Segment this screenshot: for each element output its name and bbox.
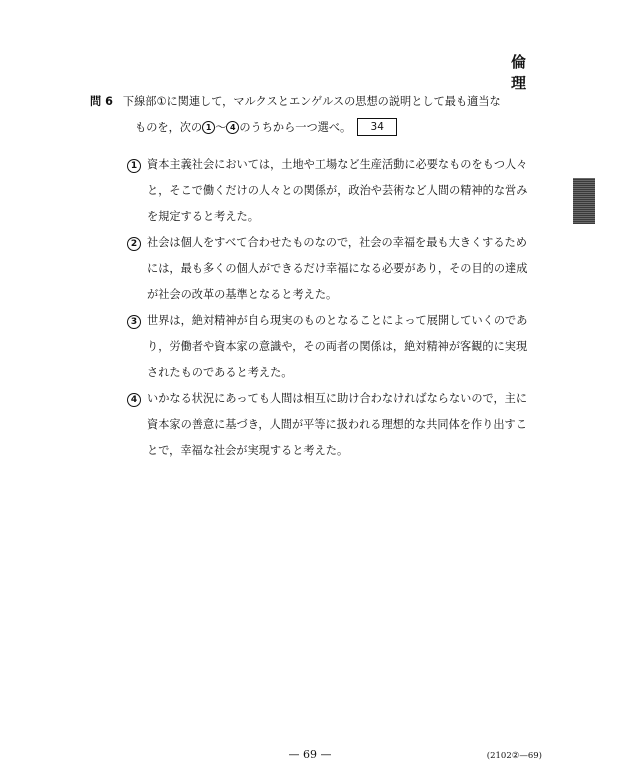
choice-3[interactable] — [127, 308, 537, 386]
question-number: 問 6 — [90, 95, 113, 108]
choice-number: 1 — [127, 159, 141, 173]
choice-list — [127, 152, 537, 464]
question-line-2-post: のうちから一つ選べ。 — [239, 121, 352, 134]
subject-title: 倫 理 — [510, 53, 558, 92]
answer-box[interactable]: 34 — [357, 118, 397, 136]
range-end-number: 4 — [226, 121, 239, 134]
choice-2[interactable] — [127, 230, 537, 308]
question-line-2-pre: ものを，次の — [135, 121, 203, 134]
question-line-1: 下線部①に関連して，マルクスとエンゲルスの思想の説明として最も適当な — [122, 95, 501, 108]
exam-code: (2102②—69) — [486, 751, 542, 761]
choice-text: 世界は，絶対精神が自ら現実のものとなることによって展開していくのであり，労働者や資本家の意識や，その両者の関係は，絶対精神が客観的に実現されたものであると考えた。 — [147, 314, 528, 379]
page-number: — 69 — — [288, 748, 332, 761]
choice-number: 3 — [127, 315, 141, 329]
choice-text: 社会は個人をすべて合わせたものなので，社会の幸福を最も大きくするためには，最も多くの個人ができるだけ幸福になる必要があり，その目的の達成が社会の改革の基準となると考えた。 — [147, 236, 528, 301]
question-stem — [90, 89, 540, 141]
section-tab-marker — [573, 178, 595, 224]
choice-4[interactable] — [127, 386, 537, 464]
question-line-2 — [90, 115, 540, 141]
choice-text: いかなる状況にあっても人間は相互に助け合わなければならないので，主に資本家の善意に基づき，人間が平等に扱われる理想的な共同体を作り出すことで，幸福な社会が実現すると考えた。 — [147, 392, 528, 457]
choice-number: 4 — [127, 393, 141, 407]
range-separator: ～ — [215, 121, 227, 134]
choice-text: 資本主義社会においては，土地や工場など生産活動に必要なものをもつ人々と，そこで働くだけの人々との関係が，政治や芸術など人間の精神的な営みを規定すると考えた。 — [147, 158, 528, 223]
choice-number: 2 — [127, 237, 141, 251]
choice-1[interactable] — [127, 152, 537, 230]
range-start-number: 1 — [202, 121, 215, 134]
